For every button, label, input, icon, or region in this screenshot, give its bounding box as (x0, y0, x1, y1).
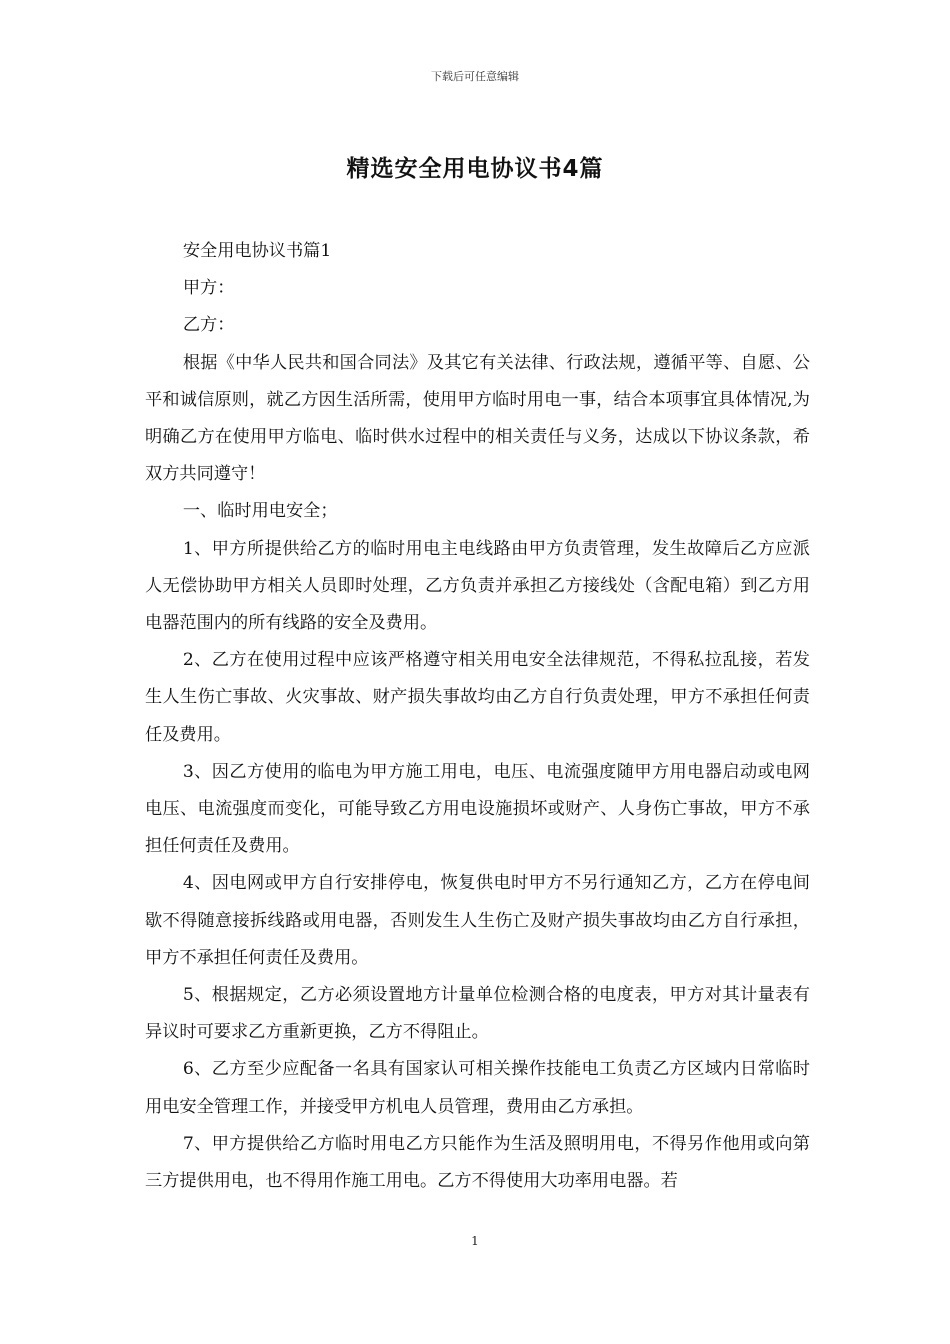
clause-paragraph: 5、根据规定，乙方必须设置地方计量单位检测合格的电度表，甲方对其计量表有异议时可要求乙方重新更换，乙方不得阻止。 (145, 985, 810, 1043)
page-number: 1 (471, 1234, 479, 1248)
clause-heading: 一、临时用电安全； (182, 501, 338, 522)
clause-paragraph: 6、乙方至少应配备一名具有国家认可相关操作技能电工负责乙方区域内日常临时用电安全管理工作，并接受甲方机电人员管理，费用由乙方承担。 (145, 1059, 810, 1117)
document-body (145, 233, 810, 1200)
section-heading: 安全用电协议书篇1 (182, 241, 332, 261)
clause-paragraph: 3、因乙方使用的临电为甲方施工用电，电压、电流强度随甲方用电器启动或电网电压、电流强度而变化，可能导致乙方用电设施损坏或财产、人身伤亡事故，甲方不承担任何责任及费用。 (145, 761, 810, 857)
clause-paragraph: 1、甲方所提供给乙方的临时用电主电线路由甲方负责管理，发生故障后乙方应派人无偿协助甲方相关人员即时处理，乙方负责并承担乙方接线处（含配电箱）到乙方用电器范围内的所有线路的安全及费用。 (145, 538, 810, 634)
party-b-line: 乙方： (182, 315, 235, 336)
party-a-line: 甲方： (182, 278, 235, 299)
clause-paragraph: 2、乙方在使用过程中应该严格遵守相关用电安全法律规范，不得私拉乱接，若发生人生伤亡事故、火灾事故、财产损失事故均由乙方自行负责处理，甲方不承担任何责任及费用。 (145, 650, 810, 745)
document-title: 精选安全用电协议书4篇 (346, 156, 604, 182)
clause-paragraph: 7、甲方提供给乙方临时用电乙方只能作为生活及照明用电，不得另作他用或向第三方提供用电，也不得用作施工用电。乙方不得使用大功率用电器。若 (145, 1133, 810, 1192)
body-paragraph: 根据《中华人民共和国合同法》及其它有关法律、行政法规，遵循平等、自愿、公平和诚信原则，就乙方因生活所需，使用甲方临时用电一事，结合本项事宜具体情况,为明确乙方在使用甲方临电、临时供水过程中的相关责任与义务，达成以下协议条款，希双方共同遵守！ (145, 352, 810, 485)
header-note: 下载后可任意编辑 (431, 70, 519, 83)
clause-paragraph: 4、因电网或甲方自行安排停电，恢复供电时甲方不另行通知乙方，乙方在停电间歇不得随意接拆线路或用电器，否则发生人生伤亡及财产损失事故均由乙方自行承担，甲方不承担任何责任及费用。 (145, 873, 810, 968)
